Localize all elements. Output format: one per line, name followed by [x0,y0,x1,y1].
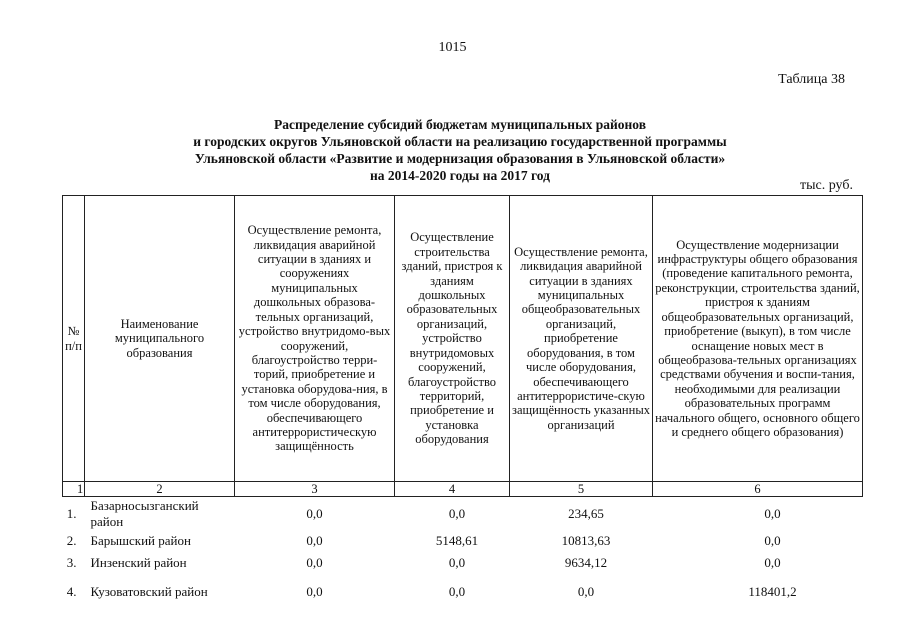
header-number: № п/п [63,196,85,482]
row-value-col5: 234,65 [568,505,604,521]
row-value-col6: 0,0 [764,533,781,548]
column-number: 2 [85,482,235,497]
row-municipality: Инзенский район [90,554,187,570]
header-col4: Осуществление строительства зданий, пристроя к зданиям дошкольных образовательных организаций, устройство внутридомовых сооружений, благоустройство территорий, приобретение и установка оборудования [395,196,510,482]
title-line: Распределение субсидий бюджетам муниципальных районов [273,117,647,132]
column-number: 3 [235,482,395,497]
row-index: 4. [66,583,77,599]
row-value-col3: 0,0 [306,533,323,548]
title-line: Ульяновской области «Развитие и модернизация образования в Ульяновской области» [194,151,726,166]
title-line: на 2014-2020 годы на 2017 год [370,168,550,183]
row-value-col3: 0,0 [306,554,323,570]
row-index: 3. [66,554,77,570]
table-row [63,497,863,531]
header-row [63,196,863,482]
row-value-col4: 0,0 [448,505,466,521]
table-label: Таблица 38 [778,72,845,87]
column-number: 6 [653,482,863,497]
row-value-col4: 5148,61 [435,533,479,548]
header-col6: Осуществление модернизации инфраструктуры общего образования (проведение капитального ремонта, реконструкции, строительства зданий, пристроя к зданиям общеобразовательных организаций, приобретение (выкуп), в том числе оснащение новых мест в общеобразова-тельных организациях средствами обучения и воспи-тания, необходимыми для реализации образовательных программ начального общего, основного общего и среднего общего образования) [653,196,863,482]
row-value-col5: 9634,12 [564,554,608,570]
table-row [63,531,863,552]
column-number: 1 [63,482,85,497]
row-municipality: Базарносызганский район [90,497,199,529]
header-col5: Осуществление ремонта, ликвидация аварийной ситуации в зданиях муниципальных общеобразовательных организаций, приобретение оборудования, в том числе оборудования, обеспечивающего антитеррористиче-скую защищённость указанных организаций [510,196,653,482]
row-value-col6: 0,0 [764,554,781,570]
row-municipality: Кузоватовский район [90,583,208,599]
row-index: 2. [66,533,77,548]
row-municipality: Барышский район [90,533,191,548]
column-number: 4 [395,482,510,497]
row-value-col3: 0,0 [306,583,323,599]
column-number: 5 [510,482,653,497]
row-value-col4: 0,0 [448,554,466,570]
row-value-col5: 10813,63 [561,533,611,548]
table-row [63,574,863,610]
subsidy-table [62,195,863,610]
row-index: 1. [66,505,77,521]
document-title [150,116,770,184]
row-value-col4: 0,0 [448,583,466,599]
header-col3: Осуществление ремонта, ликвидация аварийной ситуации в зданиях и сооружениях муниципальных дошкольных образова-тельных организаций, устройство внутридомо-вых сооружений, благоустройство терри-торий, приобретение и установка оборудова-ния, в том числе оборудования, обеспечивающего антитеррористическую защищённость [235,196,395,482]
row-value-col6: 118401,2 [748,583,797,599]
column-number-row [63,482,863,497]
header-municipality: Наименование муниципального образования [85,196,235,482]
row-value-col5: 0,0 [577,583,595,599]
table-row [63,552,863,574]
row-value-col6: 0,0 [764,505,781,521]
page-number: 1015 [438,40,467,55]
row-value-col3: 0,0 [306,505,323,521]
units-label: тыс. руб. [800,178,853,193]
title-line: и городских округов Ульяновской области на реализацию государственной программы [193,134,727,149]
